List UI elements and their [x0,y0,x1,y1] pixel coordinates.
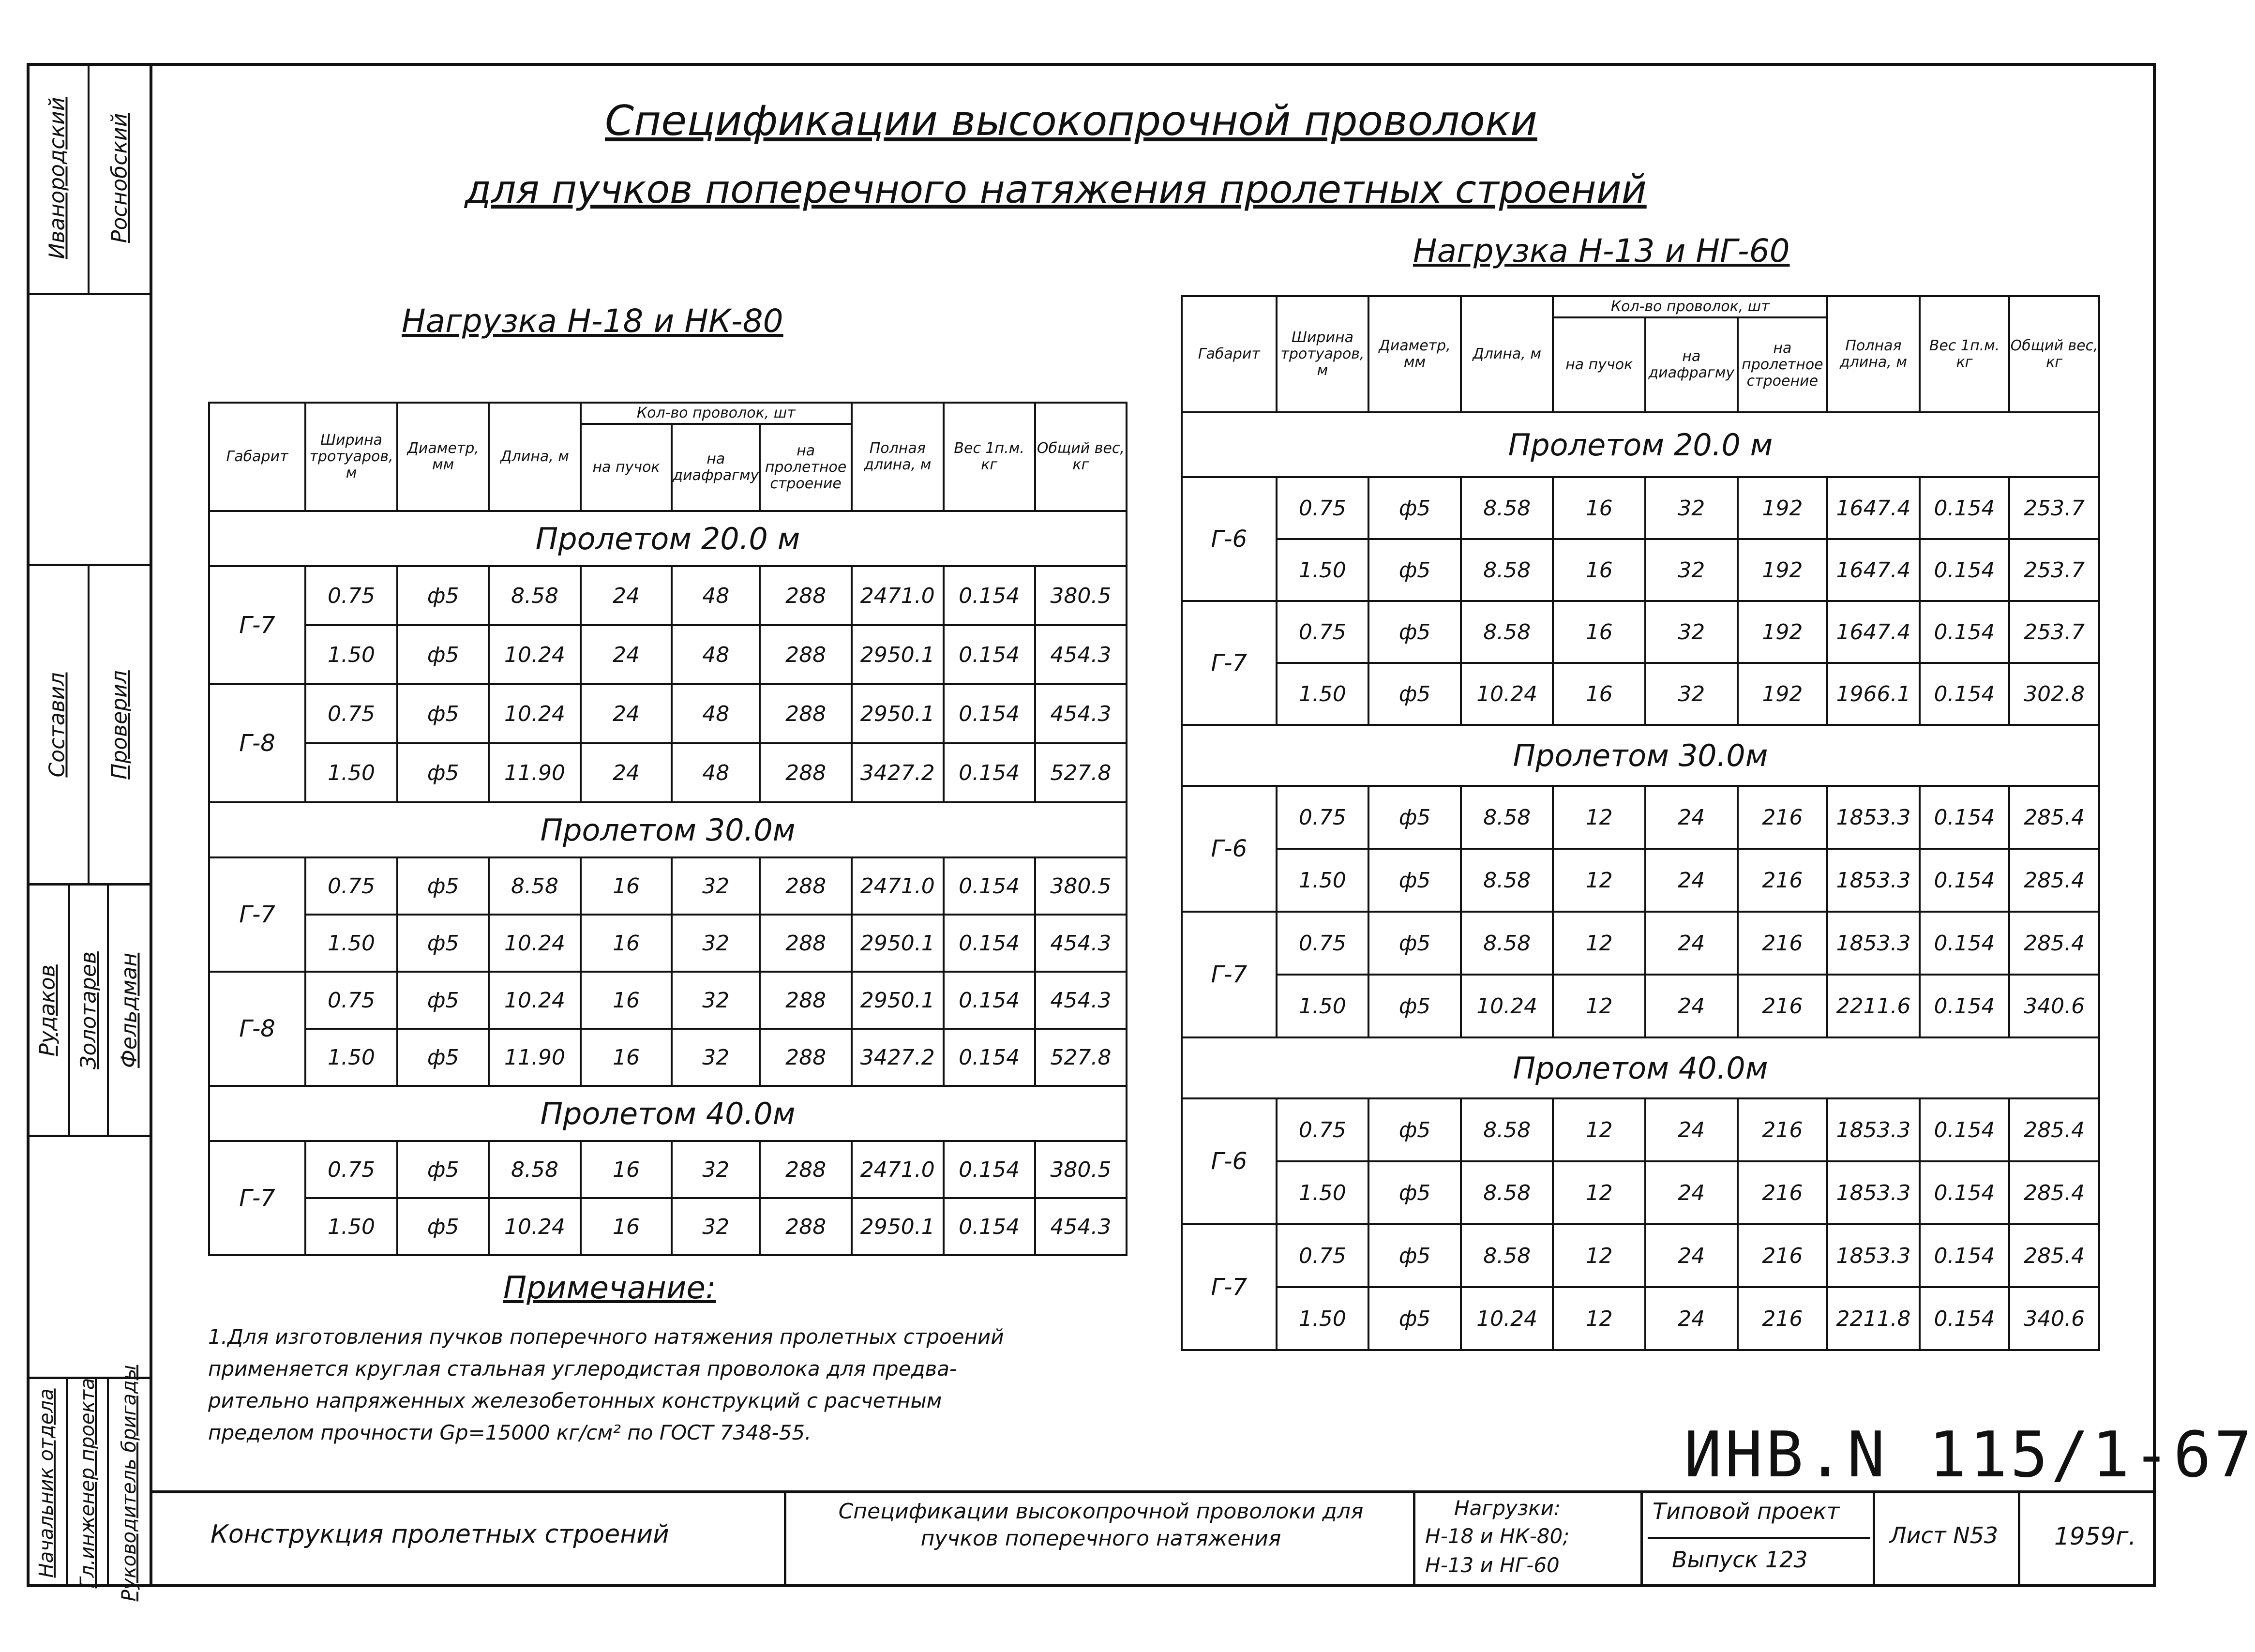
table-cell: ф5 [1368,912,1461,975]
table-cell: 1853.3 [1827,1098,1920,1161]
table-cell: ф5 [1368,1098,1461,1161]
table-cell: 0.154 [944,625,1035,684]
table-cell: ф5 [1368,477,1461,539]
table-cell: 527.8 [1035,1029,1127,1086]
table-cell: 8.58 [1461,601,1553,663]
table-cell: 24 [1645,1224,1738,1287]
table-cell: 2950.1 [852,1198,944,1255]
table-cell: ф5 [397,1198,489,1255]
table-cell: 11.90 [489,1029,580,1086]
table-cell: 0.75 [1277,912,1369,975]
table-cell: 8.58 [489,566,580,625]
table-cell: 1966.1 [1827,663,1920,725]
table-cell: 0.75 [305,972,397,1029]
table-cell: 12 [1553,1098,1645,1161]
table-cell: 0.154 [944,1029,1035,1086]
header-total-weight: Общий вес, кг [2009,296,2099,412]
table-cell: 24 [1645,1098,1738,1161]
table-cell: 288 [760,1141,852,1198]
side-cell-names [27,886,150,1137]
page-title-line2: для пучков поперечного натяжения пролетных строений [465,167,1647,212]
header-count-group: Кол-во проволок, шт [1553,296,1827,317]
table-cell: 454.3 [1035,915,1127,972]
header-count-group: Кол-во проволок, шт [581,403,852,424]
title-block [152,1490,2156,1587]
table-cell: 285.4 [2009,1161,2099,1224]
table-cell: 12 [1553,1287,1645,1350]
table-cell: 0.75 [305,684,397,743]
table-cell: ф5 [1368,849,1461,912]
table-cell: 285.4 [2009,1224,2099,1287]
table-cell: 0.154 [1920,663,2010,725]
table-cell: ф5 [397,684,489,743]
table-cell: 8.58 [1461,786,1553,849]
table-cell: 2950.1 [852,972,944,1029]
table-cell: 32 [672,972,760,1029]
table-cell: 0.75 [1277,601,1369,663]
header-diameter: Диаметр, мм [1368,296,1461,412]
notes-text: 1.Для изготовления пучков поперечного натяжения пролетных строений применяется круглая стальная углеродистая проволока для предва- рительно напряженных железобетонных конструкций с расчетным пределом прочности Gp=15000 кг/см² по ГОСТ 7348-55. [208,1325,1004,1444]
table-cell: 8.58 [1461,1224,1553,1287]
table-cell: 302.8 [2009,663,2099,725]
table-cell: 288 [760,684,852,743]
table-cell: 527.8 [1035,743,1127,802]
table-cell: 285.4 [2009,912,2099,975]
table-cell: 32 [672,915,760,972]
table-cell: 0.75 [1277,786,1369,849]
table-cell: 1.50 [305,743,397,802]
header-length: Длина, м [1461,296,1553,412]
header-width: Ширина тротуаров, м [305,403,397,511]
table-cell: 0.154 [1920,601,2010,663]
table-cell: 8.58 [1461,912,1553,975]
table-cell: 16 [1553,663,1645,725]
tb-sheet-cell [1875,1493,2020,1587]
gabarit-cell: Г-7 [209,1141,305,1255]
tb-construction-cell [152,1493,786,1587]
table-cell: 1.50 [305,1198,397,1255]
side-name: Роснобский [107,113,132,243]
side-strip [27,63,152,1602]
table-cell: 0.154 [1920,1287,2010,1350]
table-cell: 0.75 [1277,1098,1369,1161]
table-cell: 0.154 [1920,786,2010,849]
table-cell: 285.4 [2009,786,2099,849]
page-title-line1: Спецификации высокопрочной проволоки [605,97,1537,145]
span-header: Пролетом 20.0 м [209,511,1127,566]
tb-year-cell [2020,1493,2156,1587]
span-header: Пролетом 30.0м [1182,725,2099,786]
gabarit-cell: Г-7 [209,857,305,972]
table-cell: 8.58 [489,1141,580,1198]
table-cell: 1.50 [305,1029,397,1086]
table-cell: 16 [581,857,672,915]
table-cell: ф5 [397,625,489,684]
tb-year: 1959г. [2054,1522,2136,1550]
side-cell-blank [27,1137,150,1379]
gabarit-cell: Г-7 [1182,912,1277,1037]
table-cell: 288 [760,625,852,684]
table-cell: 1.50 [1277,849,1369,912]
table-cell: 16 [1553,539,1645,601]
table-cell: ф5 [1368,539,1461,601]
table-cell: 12 [1553,849,1645,912]
table-cell: 2950.1 [852,625,944,684]
table-cell: 32 [672,857,760,915]
tb-description-cell [786,1493,1415,1587]
table-cell: 16 [1553,477,1645,539]
side-cell-sign [27,566,150,886]
table-cell: 216 [1738,975,1828,1037]
side-role: Гл.инженер проекта [76,1378,99,1589]
span-header: Пролетом 30.0м [209,802,1127,857]
table-cell: 2471.0 [852,566,944,625]
table-cell: 32 [672,1198,760,1255]
side-cell-top [27,63,150,295]
table-cell: 0.154 [944,857,1035,915]
table-cell: 340.6 [2009,975,2099,1037]
table-cell: 1647.4 [1827,539,1920,601]
side-role: Начальник отдела [35,1388,58,1578]
table-cell: 1.50 [1277,663,1369,725]
table-cell: ф5 [1368,786,1461,849]
table-cell: 216 [1738,786,1828,849]
table-cell: 48 [672,684,760,743]
table-cell: 24 [1645,1161,1738,1224]
notes-title: Примечание: [503,1270,716,1306]
table-cell: 0.154 [944,566,1035,625]
tb-issue: Выпуск 123 [1672,1547,1808,1573]
header-full-length: Полная длина, м [1827,296,1920,412]
table-cell: 0.154 [944,684,1035,743]
table-cell: 380.5 [1035,857,1127,915]
table-cell: 24 [1645,975,1738,1037]
header-weight-pm: Вес 1п.м. кг [1920,296,2010,412]
header-per-diaphragm: на диафрагму [672,424,760,511]
table-cell: 1.50 [1277,1287,1369,1350]
table-cell: 12 [1553,912,1645,975]
table-cell: 1853.3 [1827,912,1920,975]
table-cell: 0.154 [1920,849,2010,912]
tb-project-type: Типовой проект [1653,1498,1840,1524]
table-cell: ф5 [397,915,489,972]
side-cell-roles [27,1365,150,1602]
table-cell: ф5 [397,857,489,915]
table-cell: 12 [1553,1161,1645,1224]
table-cell: 8.58 [1461,849,1553,912]
right-spec-table [1181,295,2100,1351]
gabarit-cell: Г-8 [209,684,305,802]
table-cell: 454.3 [1035,972,1127,1029]
header-width: Ширина тротуаров, м [1277,296,1369,412]
table-cell: ф5 [1368,663,1461,725]
table-cell: 288 [760,1198,852,1255]
table-cell: 1.50 [1277,1161,1369,1224]
gabarit-cell: Г-6 [1182,1098,1277,1224]
table-cell: 288 [760,743,852,802]
table-cell: 16 [581,1141,672,1198]
table-cell: 16 [581,972,672,1029]
table-cell: 32 [1645,663,1738,725]
table-cell: 32 [672,1141,760,1198]
table-cell: 10.24 [489,625,580,684]
header-total-weight: Общий вес, кг [1035,403,1127,511]
table-cell: 288 [760,972,852,1029]
table-cell: ф5 [397,972,489,1029]
table-cell: 1853.3 [1827,1161,1920,1224]
tb-construction: Конструкция пролетных строений [210,1520,669,1549]
table-cell: ф5 [1368,1224,1461,1287]
table-cell: 1853.3 [1827,849,1920,912]
table-cell: 0.75 [1277,477,1369,539]
header-per-span: на пролетное строение [760,424,852,511]
table-cell: 24 [581,684,672,743]
tb-description: Спецификации высокопрочной проволоки для пучков поперечного натяжения [838,1499,1364,1551]
left-load-title: Нагрузка Н-18 и НК-80 [402,302,783,340]
table-cell: 12 [1553,1224,1645,1287]
tb-loads-line1: Н-18 и НК-80; [1425,1524,1570,1548]
table-cell: 8.58 [1461,1161,1553,1224]
table-cell: 0.154 [1920,975,2010,1037]
table-cell: 1647.4 [1827,601,1920,663]
gabarit-cell: Г-7 [209,566,305,684]
table-cell: 216 [1738,1161,1828,1224]
header-per-bundle: на пучок [1553,317,1645,412]
table-cell: 0.75 [1277,1224,1369,1287]
table-cell: 2950.1 [852,684,944,743]
table-cell: ф5 [1368,601,1461,663]
side-name: Фельдман [117,952,142,1068]
header-per-bundle: на пучок [581,424,672,511]
right-load-title: Нагрузка Н-13 и НГ-60 [1413,232,1790,270]
table-cell: 24 [581,625,672,684]
table-cell: 0.154 [1920,477,2010,539]
side-role: Руководитель бригады [118,1365,140,1602]
gabarit-cell: Г-7 [1182,601,1277,725]
table-cell: 2211.8 [1827,1287,1920,1350]
table-cell: 0.154 [944,743,1035,802]
table-cell: 288 [760,566,852,625]
table-cell: 48 [672,625,760,684]
gabarit-cell: Г-8 [209,972,305,1086]
table-cell: 24 [1645,849,1738,912]
header-weight-pm: Вес 1п.м. кг [944,403,1035,511]
table-cell: ф5 [397,743,489,802]
table-cell: ф5 [397,1141,489,1198]
table-cell: 32 [672,1029,760,1086]
header-length: Длина, м [489,403,580,511]
table-cell: 0.154 [1920,1224,2010,1287]
table-cell: 0.154 [1920,1161,2010,1224]
table-cell: ф5 [397,1029,489,1086]
table-cell: ф5 [397,566,489,625]
table-cell: 380.5 [1035,1141,1127,1198]
gabarit-cell: Г-6 [1182,477,1277,601]
table-cell: 12 [1553,975,1645,1037]
table-cell: 0.75 [305,1141,397,1198]
tb-loads-label: Нагрузки: [1454,1496,1561,1520]
table-cell: 3427.2 [852,1029,944,1086]
table-cell: 32 [1645,539,1738,601]
table-cell: 253.7 [2009,601,2099,663]
table-cell: 340.6 [2009,1287,2099,1350]
table-cell: 32 [1645,477,1738,539]
table-cell: 288 [760,915,852,972]
table-cell: 454.3 [1035,1198,1127,1255]
side-cell-mid [27,295,150,566]
table-cell: 2211.6 [1827,975,1920,1037]
table-cell: 216 [1738,1224,1828,1287]
header-gabarit: Габарит [1182,296,1277,412]
tb-sheet: Лист N53 [1890,1522,1999,1548]
table-cell: 24 [1645,912,1738,975]
table-cell: 253.7 [2009,539,2099,601]
table-cell: ф5 [1368,975,1461,1037]
header-per-span: на пролетное строение [1738,317,1828,412]
span-header: Пролетом 40.0м [209,1086,1127,1141]
span-header: Пролетом 40.0м [1182,1037,2099,1098]
table-cell: 216 [1738,912,1828,975]
header-gabarit: Габарит [209,403,305,511]
span-header: Пролетом 20.0 м [1182,412,2099,477]
tb-loads-cell [1415,1493,1643,1587]
table-cell: 192 [1738,539,1828,601]
table-cell: 1.50 [305,915,397,972]
gabarit-cell: Г-7 [1182,1224,1277,1350]
table-cell: 288 [760,857,852,915]
side-name: Иванородский [45,97,70,259]
table-cell: 8.58 [1461,539,1553,601]
inventory-number: ИНВ.N 115/1-67 [1684,1418,2255,1491]
table-cell: 8.58 [489,857,580,915]
table-cell: 288 [760,1029,852,1086]
table-cell: 0.75 [305,566,397,625]
table-cell: ф5 [1368,1161,1461,1224]
table-cell: 0.154 [944,1198,1035,1255]
side-name: Золотарев [76,951,101,1069]
table-cell: 454.3 [1035,625,1127,684]
table-cell: 0.154 [944,915,1035,972]
table-cell: 10.24 [1461,975,1553,1037]
tb-project-cell [1643,1493,1875,1587]
table-cell: 380.5 [1035,566,1127,625]
table-cell: 2471.0 [852,1141,944,1198]
table-cell: 1.50 [1277,975,1369,1037]
table-cell: 10.24 [489,684,580,743]
table-cell: 0.75 [305,857,397,915]
table-cell: 216 [1738,1287,1828,1350]
table-cell: 2471.0 [852,857,944,915]
table-cell: 253.7 [2009,477,2099,539]
side-name: Рудаков [35,964,60,1056]
table-cell: 24 [1645,786,1738,849]
table-cell: 48 [672,566,760,625]
gabarit-cell: Г-6 [1182,786,1277,912]
left-spec-table [208,402,1128,1256]
table-cell: 8.58 [1461,1098,1553,1161]
table-cell: 10.24 [489,972,580,1029]
table-cell: 216 [1738,1098,1828,1161]
table-cell: 3427.2 [852,743,944,802]
table-cell: 285.4 [2009,849,2099,912]
table-cell: 32 [1645,601,1738,663]
table-cell: 12 [1553,786,1645,849]
side-label: Составил [45,672,70,778]
table-cell: 0.154 [1920,912,2010,975]
table-cell: 48 [672,743,760,802]
side-label: Проверил [107,670,132,780]
table-cell: 216 [1738,849,1828,912]
table-cell: 0.154 [1920,1098,2010,1161]
table-cell: 1.50 [305,625,397,684]
header-diameter: Диаметр, мм [397,403,489,511]
table-cell: 0.154 [944,972,1035,1029]
table-cell: ф5 [1368,1287,1461,1350]
table-cell: 0.154 [1920,539,2010,601]
table-cell: 454.3 [1035,684,1127,743]
table-cell: 16 [581,1029,672,1086]
header-per-diaphragm: на диафрагму [1645,317,1738,412]
table-cell: 24 [581,566,672,625]
table-cell: 192 [1738,663,1828,725]
table-cell: 1853.3 [1827,1224,1920,1287]
table-cell: 10.24 [1461,663,1553,725]
table-cell: 285.4 [2009,1098,2099,1161]
table-cell: 16 [581,915,672,972]
table-cell: 16 [581,1198,672,1255]
table-cell: 10.24 [1461,1287,1553,1350]
table-cell: 1.50 [1277,539,1369,601]
table-cell: 1647.4 [1827,477,1920,539]
table-cell: 11.90 [489,743,580,802]
table-cell: 16 [1553,601,1645,663]
tb-loads-line2: Н-13 и НГ-60 [1425,1553,1560,1577]
table-cell: 24 [581,743,672,802]
table-cell: 192 [1738,601,1828,663]
table-cell: 2950.1 [852,915,944,972]
table-cell: 1853.3 [1827,786,1920,849]
header-full-length: Полная длина, м [852,403,944,511]
table-cell: 24 [1645,1287,1738,1350]
table-cell: 10.24 [489,915,580,972]
table-cell: 8.58 [1461,477,1553,539]
table-cell: 10.24 [489,1198,580,1255]
table-cell: 0.154 [944,1141,1035,1198]
table-cell: 192 [1738,477,1828,539]
